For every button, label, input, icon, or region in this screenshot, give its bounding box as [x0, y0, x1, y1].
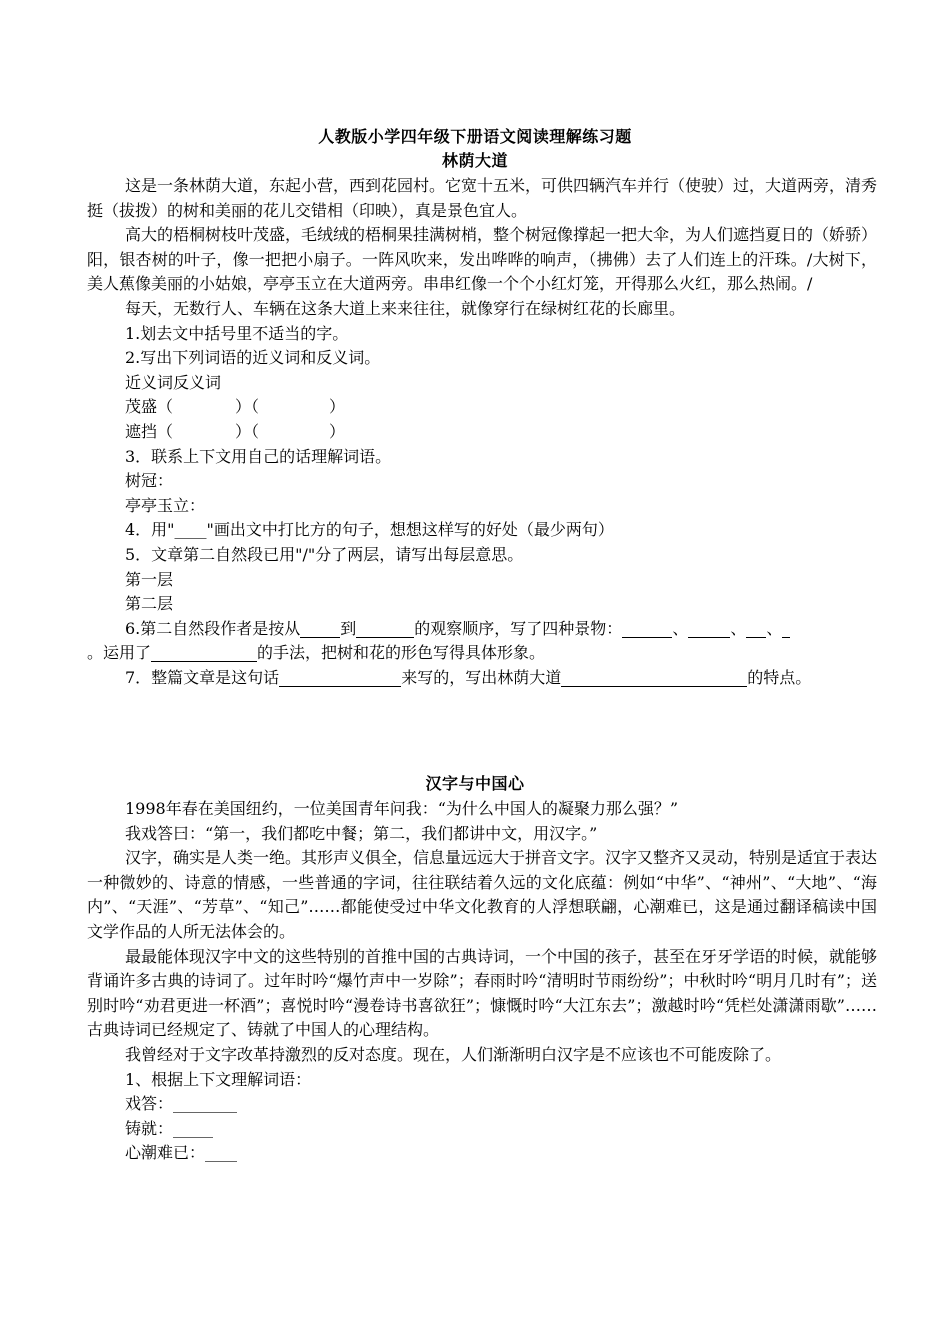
document-title: 人教版小学四年级下册语文阅读理解练习题 — [318, 127, 632, 146]
paren-close: ） — [329, 397, 346, 417]
blank — [622, 619, 672, 638]
section2-title: 汉字与中国心 — [425, 774, 525, 793]
question-2: 2.写出下列词语的近义词和反义词。 — [125, 348, 381, 368]
question-5: 5．文章第二自然段已用"/"分了两层，请写出每层意思。 — [125, 544, 524, 564]
paren-mid: ）（ — [235, 421, 260, 441]
question-3: 3．联系上下文用自己的话理解词语。 — [125, 446, 392, 466]
question-2-row-2 — [87, 420, 877, 445]
word-label: 遮挡（ — [125, 421, 174, 441]
section2-term-c: 心潮难已：____ — [125, 1143, 238, 1163]
section2-question-1: 1、根据上下文理解词语： — [125, 1069, 312, 1089]
section1-paragraph-3: 每天，无数行人、车辆在这条大道上来来往往，就像穿行在绿树红花的长廊里。 — [125, 298, 686, 318]
blank — [279, 668, 401, 687]
question-5-layer-1: 第一层 — [125, 569, 174, 589]
word-label: 茂盛（ — [125, 397, 174, 417]
question-4: 4．用"____"画出文中打比方的句子，想想这样写的好处（最少两句） — [125, 520, 614, 540]
section2-paragraph-5: 我曾经对于文字改革持激烈的反对态度。现在，人们渐渐明白汉字是不应该也不可能废除了。 — [125, 1044, 782, 1064]
section1-body — [87, 174, 877, 690]
section2-paragraph-2: 我戏答曰：“第一，我们都吃中餐；第二，我们都讲中文，用汉字。” — [125, 823, 598, 843]
section2-body — [87, 797, 877, 1166]
question-3-term-b: 亭亭玉立： — [125, 495, 206, 515]
section2-term-a: 戏答：________ — [125, 1094, 238, 1114]
section2-paragraph-1: 1998年春在美国纽约，一位美国青年问我：“为什么中国人的凝聚力那么强？” — [125, 799, 679, 818]
blank — [688, 619, 730, 638]
question-2-header: 近义词反义词 — [125, 372, 222, 392]
question-1: 1.划去文中括号里不适当的字。 — [125, 323, 349, 343]
question-5-layer-2: 第二层 — [125, 594, 174, 614]
question-3-term-a: 树冠： — [125, 471, 174, 491]
question-7: 7．整篇文章是这句话 来写的，写出林荫大道 的特点。 — [125, 667, 812, 687]
blank — [151, 643, 257, 662]
question-2-row-1 — [87, 395, 877, 420]
blank — [561, 668, 747, 687]
blank — [300, 619, 340, 638]
section2-paragraph-3: 汉字，确实是人类一绝。其形声义俱全，信息量远远大于拼音文字。汉字又整齐又灵动，特别是适宜于表达一种微妙的、诗意的情感，一些普通的字词，往往联结着久远的文化底蕴：例如“中华”、“神州”、“大地”、“海内”、“天涯”、“芳草”、“知己”……都能使受过中华文化教育的人浮想联翩，心潮难已，这是通过翻译稿读中国文学作品的人所无法体会的。 — [87, 848, 878, 941]
blank — [746, 619, 766, 638]
question-6: 6.第二自然段作者是按从 到 的观察顺序，写了四种景物： 、 、 、 — [87, 617, 877, 642]
blank — [356, 619, 414, 638]
section2-paragraph-4: 最最能体现汉字中文的这些特别的首推中国的古典诗词，一个中国的孩子，甚至在牙牙学语的时候，就能够背诵许多古典的诗词了。过年时吟“爆竹声中一岁除”；春雨时吟“清明时节雨纷纷”；中秋时吟“明月几时有”；送别时吟“劝君更进一杯酒”；喜悦时吟“漫卷诗书喜欲狂”；慷慨时吟“大江东去”；激越时吟“凭栏处潇潇雨歇”……古典诗词已经规定了、铸就了中国人的心理结构。 — [87, 946, 878, 1040]
section1-title: 林荫大道 — [441, 151, 508, 170]
section1-paragraph-1: 这是一条林荫大道，东起小营，西到花园村。它宽十五米，可供四辆汽车并行（使驶）过，大道两旁，清秀挺（拔拨）的树和美丽的花儿交错相（印映），真是景色宜人。 — [87, 176, 878, 220]
paren-mid: ）（ — [235, 397, 260, 417]
paren-close: ） — [329, 421, 346, 441]
section1-paragraph-2: 高大的梧桐树枝叶茂盛，毛绒绒的梧桐果挂满树梢，整个树冠像撑起一把大伞，为人们遮挡夏日的（娇骄）阳，银杏树的叶子，像一把把小扇子。一阵风吹来，发出哗哗的响声，（拂佛）去了人们连上的汗珠。/大树下，美人蕉像美丽的小姑娘，亭亭玉立在大道两旁。串串红像一个个小红灯笼，开得那么火红，那么热闹。/ — [87, 225, 878, 294]
blank — [782, 619, 790, 638]
question-6-cont: 。运用了 的手法，把树和花的形色写得具体形象。 — [87, 643, 546, 663]
section2-term-b: 铸就：_____ — [125, 1118, 214, 1138]
